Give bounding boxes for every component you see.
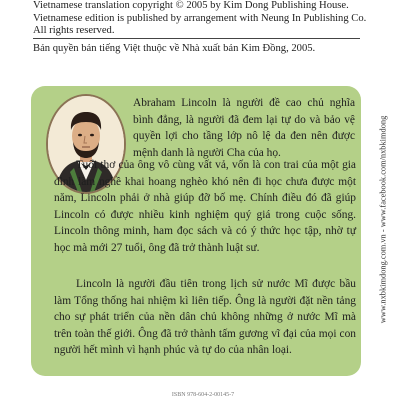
copyright-line-1: Vietnamese translation copyright © 2005 by Kim Dong Publishing House. <box>33 0 349 11</box>
copyright-line-3: All rights reserved. <box>33 25 115 36</box>
publisher-url-strip <box>373 90 387 350</box>
copyright-notice <box>33 0 367 38</box>
paragraph-childhood: Tuổi thơ của ông vô cùng vất vả, vốn là con trai của một gia đình làm nghề khai hoang nghèo khó nên đi học chưa được một năm, Lincoln phải ở nhà giúp đỡ bố mẹ. Chính điều đó đã giúp Lincoln có được nhiều kinh nghiệm quý giá trong cuộc sống. Lincoln thông minh, ham đọc sách và có ý thức học tập, nhờ tự học mà mới 27 tuổi, ông đã trở thành luật sư. <box>54 159 356 254</box>
isbn-barcode-text: ISBN 978-604-2-00145-7 <box>171 392 235 398</box>
publisher-urls: www.nxbkimdong.com.vn - www.facebook.com/nxbkimdong <box>378 115 388 324</box>
paragraph-presidency: Lincoln là người đầu tiên trong lịch sử nước Mĩ được bầu làm Tổng thống hai nhiệm kì liên tiếp. Ông là người đặt nền tảng cho sự phát triển của nền dân chủ không những ở nước Mĩ mà trên toàn thế giới. Ông đã trở thành tấm gương vĩ đại của mọi con người hết mình vì hạnh phúc và tự do của nhân loại. <box>54 278 356 356</box>
copyright-area <box>0 0 400 74</box>
copyright-line-2: Vietnamese edition is published by arrangement with Neung In Publishing Co. <box>33 12 367 24</box>
divider-rule <box>33 38 360 39</box>
paragraph-intro: Abraham Lincoln là người đề cao chủ nghĩa bình đẳng, là người đã đem lại tự do và bảo vệ quyền lợi cho tầng lớp nô lệ da đen nên được mệnh danh là người Cha của họ. <box>133 97 355 159</box>
vietnamese-rights-notice: Bản quyền bản tiếng Việt thuộc về Nhà xuất bản Kim Đồng, 2005. <box>33 43 316 54</box>
